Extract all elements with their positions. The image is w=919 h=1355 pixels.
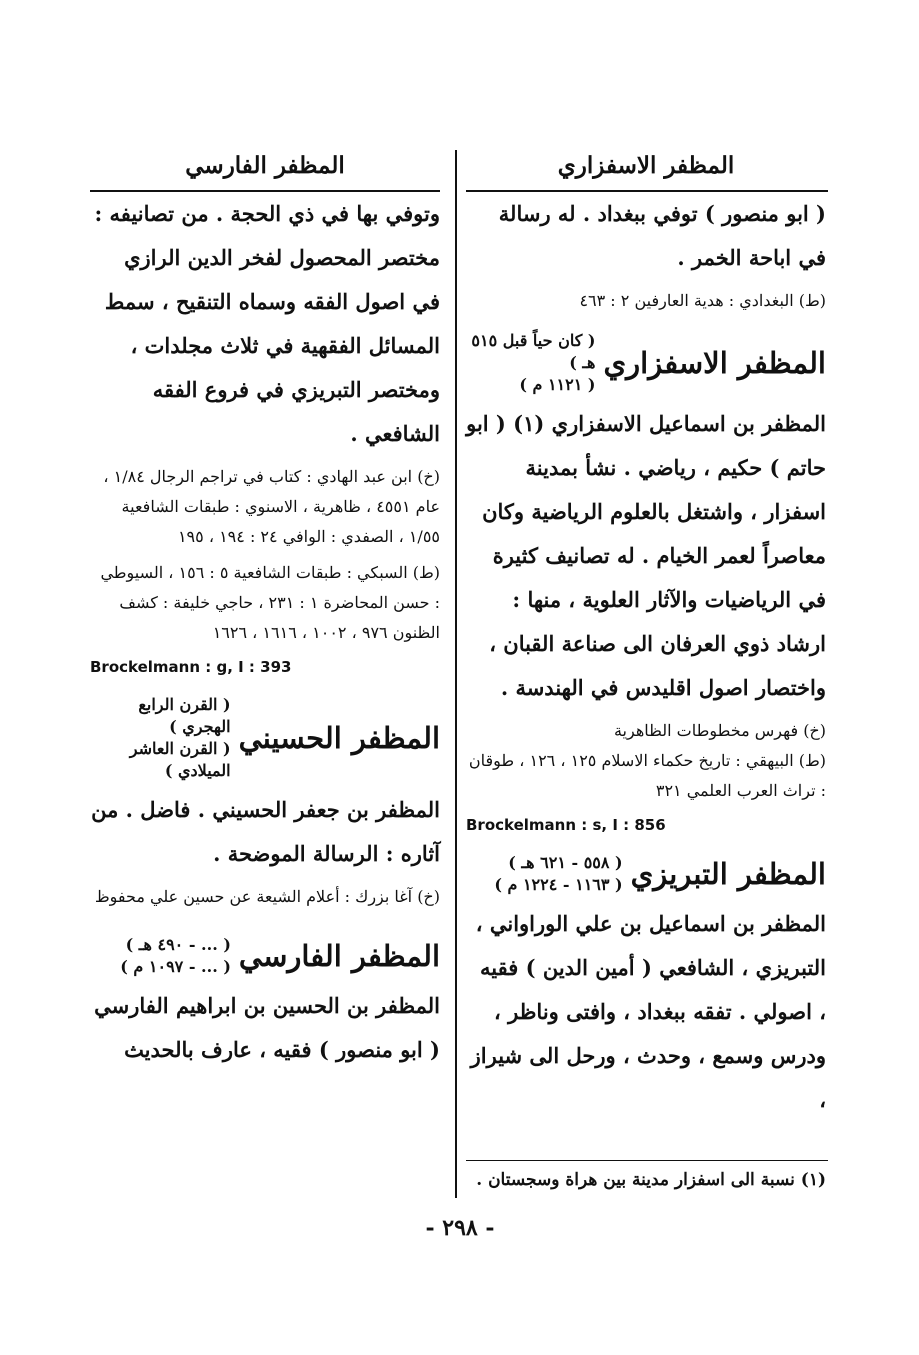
entry-name: المظفر الحسيني bbox=[238, 721, 440, 755]
right-top-ref: (ط) البغدادي : هدية العارفين ٢ : ٤٦٣ bbox=[579, 291, 826, 310]
left-top-ref-brockelmann: Brockelmann : g, I : 393 bbox=[90, 658, 292, 676]
entry-dates bbox=[466, 330, 595, 396]
entry-body: المظفر بن اسماعيل بن علي الوراواني ، التبريزي ، الشافعي ( أمين الدين ) فقيه ، اصولي . تفقه ببغداد ، وافتى وناظر ، ودرس وسمع ، وحدث ، ورحل الى شيراز ، bbox=[470, 911, 826, 1112]
entry-title-isfizari bbox=[466, 330, 826, 396]
entry-name: المظفر الاسفزاري bbox=[603, 346, 826, 380]
entry-dates-gregorian: ( ١١٦٣ - ١٢٢٤ م ) bbox=[494, 875, 623, 894]
entry-dates-gregorian: ( القرن العاشر الميلادي ) bbox=[129, 739, 231, 780]
footnote-rule bbox=[466, 1160, 828, 1161]
entry-dates bbox=[494, 852, 622, 896]
entry-body: المظفر بن جعفر الحسيني . فاضل . من آثاره : الرسالة الموضحة . bbox=[91, 797, 440, 866]
entry-ref-manuscript: (خ) فهرس مخطوطات الظاهرية bbox=[613, 721, 826, 740]
entry-title-tabrizi bbox=[466, 852, 826, 896]
entry-ref-printed: (ط) البيهقي : تاريخ حكماء الاسلام ١٢٥ ، ١٢٦ ، طوقان : تراث العرب العلمي ٣٢١ bbox=[468, 751, 826, 800]
entry-title-farisi bbox=[90, 934, 440, 978]
entry-ref: (خ) آغا بزرك : أعلام الشيعة عن حسين علي محفوظ bbox=[94, 887, 440, 906]
entry-dates-hijri: ( القرن الرابع الهجري ) bbox=[138, 695, 231, 736]
left-column bbox=[90, 148, 440, 1072]
entry-dates-hijri: ( ٥٥٨ - ٦٢١ هـ ) bbox=[508, 853, 623, 872]
entry-body: المظفر بن اسماعيل الاسفزاري (١) ( ابو حاتم ) حكيم ، رياضي . نشأ بمدينة اسفزار ، واشتغل بالعلوم الرياضية وكان معاصراً لعمر الخيام . له تصانيف كثيرة في الرياضيات والآثار العلوية ، منها : ارشاد ذوي العرفان الى صناعة القبان ، واختصار اصول اقليدس في الهندسة . bbox=[466, 411, 826, 700]
entry-title-husaini bbox=[90, 694, 440, 782]
column-divider bbox=[455, 150, 457, 1198]
right-column bbox=[466, 148, 826, 1122]
left-top-ref-manuscript: (خ) ابن عبد الهادي : كتاب في تراجم الرجال ١/٨٤ ، عام ٤٥٥١ ، ظاهرية ، الاسنوي : طبقات الشافعية ١/٥٥ ، الصفدي : الوافي ٢٤ : ١٩٤ ، ١٩٥ bbox=[103, 467, 440, 546]
entry-dates bbox=[120, 934, 231, 978]
entry-dates-hijri: ( ... - ٤٩٠ هـ ) bbox=[125, 935, 231, 954]
footnote: (١) نسبة الى اسفزار مدينة بين هراة وسجستان . bbox=[476, 1170, 826, 1190]
right-top-text: ( ابو منصور ) توفي ببغداد . له رسالة في اباحة الخمر . bbox=[498, 201, 826, 270]
entry-dates-hijri: ( كان حياً قبل ٥١٥ هـ ) bbox=[471, 331, 596, 372]
entry-name: المظفر التبريزي bbox=[630, 857, 826, 891]
left-top-text: وتوفي بها في ذي الحجة . من تصانيفه : مختصر المحصول لفخر الدين الرازي في اصول الفقه وسماه التنقيح ، سمط المسائل الفقهية في ثلاث مجلدات ، ومختصر التبريزي في فروع الفقه الشافعي . bbox=[94, 201, 440, 446]
entry-dates-gregorian: ( ... - ١٠٩٧ م ) bbox=[120, 957, 231, 976]
left-top-ref-printed: (ط) السبكي : طبقات الشافعية ٥ : ١٥٦ ، السيوطي : حسن المحاضرة ١ : ٢٣١ ، حاجي خليفة : كشف الظنون ٩٧٦ ، ١٠٠٢ ، ١٦١٦ ، ١٦٢٦ bbox=[100, 563, 440, 642]
page-number: - ٢٩٨ - bbox=[425, 1215, 495, 1241]
entry-ref-brockelmann: Brockelmann : s, I : 856 bbox=[466, 816, 666, 834]
right-column-header: المظفر الاسفزاري bbox=[557, 152, 735, 179]
entry-name: المظفر الفارسي bbox=[238, 939, 440, 973]
entry-dates-gregorian: ( ١١٢١ م ) bbox=[519, 375, 596, 394]
left-column-header: المظفر الفارسي bbox=[185, 152, 345, 179]
entry-body: المظفر بن الحسين بن ابراهيم الفارسي ( ابو منصور ) فقيه ، عارف بالحديث bbox=[94, 993, 440, 1062]
entry-dates bbox=[90, 694, 231, 782]
